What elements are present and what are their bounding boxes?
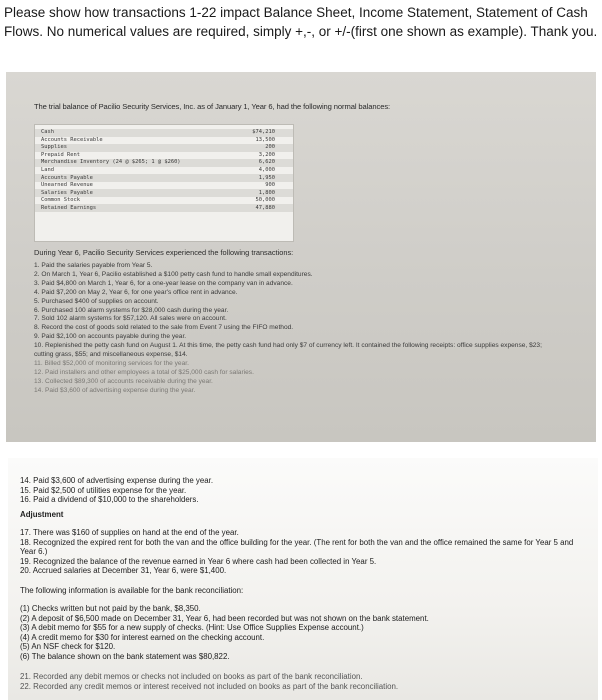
bank-reconciliation-intro: The following information is available for the bank reconciliation: [20, 586, 244, 595]
transaction-item: 3. Paid $4,800 on March 1, Year 6, for a one-year lease on the company van in advance. [34, 279, 293, 287]
transaction-item: 2. On March 1, Year 6, Pacilio established a $100 petty cash fund to handle small expenditures. [34, 270, 313, 278]
adjustment-item: 18. Recognized the expired rent for both the van and the office building for the year. (The rent for both the van and the office remained the same for Year 5 and Year 6.) [20, 537, 574, 557]
transaction-item: 21. Recorded any debit memos or checks not included on books as part of the bank reconciliation. [20, 672, 363, 681]
account-name: Land [41, 166, 54, 173]
account-amount: 900 [265, 182, 275, 189]
bank-item: (3) A debit memo for $55 for a new supply of checks. (Hint: Use Office Supplies Expense account.) [20, 623, 364, 633]
transaction-item: 8. Record the cost of goods sold related to the sale from Event 7 using the FIFO method. [34, 324, 294, 332]
transaction-item: 10. Replenished the petty cash fund on August 1. At this time, the petty cash fund had only $7 of currency left. It contained the following receipts: office supplies expense, $23; cutting grass, $55; and miscellaneous expense, $14. [34, 342, 542, 359]
transaction-item: 1. Paid the salaries payable from Year 5. [34, 262, 153, 269]
bank-item: (4) A credit memo for $30 for interest earned on the checking account. [20, 632, 265, 642]
adjustment-heading: Adjustment [20, 510, 64, 519]
adjustment-item: 20. Accrued salaries at December 31, Year 6, were $1,400. [20, 566, 227, 576]
transactions-heading: During Year 6, Pacilio Security Services experienced the following transactions: [34, 248, 294, 257]
transaction-item: 14. Paid $3,600 of advertising expense during the year. [34, 386, 196, 394]
transaction-item: 14. Paid $3,600 of advertising expense during the year. [20, 476, 214, 485]
transaction-item: 16. Paid a dividend of $10,000 to the shareholders. [20, 495, 199, 505]
transaction-item: 6. Purchased 100 alarm systems for $28,000 cash during the year. [34, 306, 229, 314]
bank-item: (1) Checks written but not paid by the bank, $8,350. [20, 604, 201, 613]
transaction-item: 9. Paid $2,100 on accounts payable during the year. [34, 333, 187, 341]
account-amount: 50,000 [255, 197, 275, 204]
account-name: Merchandise Inventory (24 @ $265; 1 @ $260) [41, 159, 181, 166]
transaction-item: 4. Paid $7,200 on May 2, Year 6, for one year's office rent in advance. [34, 288, 238, 296]
adjustment-item: 17. There was $160 of supplies on hand at the end of the year. [20, 528, 239, 537]
trial-balance-photo [6, 72, 596, 442]
account-amount: 200 [265, 144, 275, 151]
account-name: Common Stock [41, 197, 80, 204]
account-amount: 13,500 [255, 136, 275, 143]
transaction-item: 11. Billed $52,000 of monitoring services for the year. [34, 359, 189, 367]
account-name: Salaries Payable [41, 189, 93, 196]
account-name: Supplies [41, 144, 67, 151]
account-amount: $74,210 [252, 129, 275, 135]
question-text: Please show how transactions 1-22 impact Balance Sheet, Income Statement, Statement of Cash Flows. No numerical values are required, simply +,-, or +/-(first one shown as example). Thank you. [4, 5, 598, 39]
transaction-item: 22. Recorded any credit memos or interest received not included on books as part of the bank reconciliation. [20, 681, 399, 691]
account-name: Prepaid Rent [41, 151, 80, 158]
bank-item: (2) A deposit of $6,500 made on December 31, Year 6, had been recorded but was not shown on the bank statement. [20, 613, 429, 623]
transactions-list [34, 262, 564, 396]
account-amount: 6,620 [258, 159, 275, 166]
transaction-item: 12. Paid installers and other employees a total of $25,000 cash for salaries. [34, 368, 254, 376]
trial-balance-table [34, 124, 294, 242]
reconciliation-transactions [20, 672, 590, 691]
trial-balance-intro: The trial balance of Pacilio Security Services, Inc. as of January 1, Year 6, had the following normal balances: [34, 102, 391, 111]
account-amount: 1,950 [258, 174, 275, 181]
bank-item: (6) The balance shown on the bank statement was $80,822. [20, 651, 230, 661]
bank-item: (5) An NSF check for $120. [20, 642, 116, 652]
account-amount: 47,880 [255, 204, 275, 211]
account-amounts [252, 129, 275, 213]
account-amount: 1,800 [258, 189, 275, 196]
account-name: Unearned Revenue [41, 182, 93, 189]
transaction-item: 7. Sold 102 alarm systems for $57,120. All sales were on account. [34, 315, 227, 323]
account-name: Accounts Receivable [41, 136, 103, 143]
account-amount: 4,000 [258, 166, 275, 173]
transaction-item: 5. Purchased $400 of supplies on account. [34, 297, 159, 305]
adjustments-photo [8, 458, 598, 700]
account-names [41, 129, 181, 213]
account-name: Accounts Payable [41, 174, 93, 181]
account-name: Cash [41, 129, 54, 135]
bank-reconciliation-list [20, 604, 590, 662]
adjustment-list [20, 528, 590, 576]
adjustment-item: 19. Recognized the balance of the revenue earned in Year 6 where cash had been collected in Year 5. [20, 556, 377, 566]
transaction-item: 15. Paid $2,500 of utilities expense for the year. [20, 485, 187, 495]
transaction-item: 13. Collected $89,300 of accounts receivable during the year. [34, 377, 213, 385]
account-amount: 3,200 [258, 151, 275, 158]
account-name: Retained Earnings [41, 204, 97, 211]
transactions-continued [20, 476, 590, 505]
